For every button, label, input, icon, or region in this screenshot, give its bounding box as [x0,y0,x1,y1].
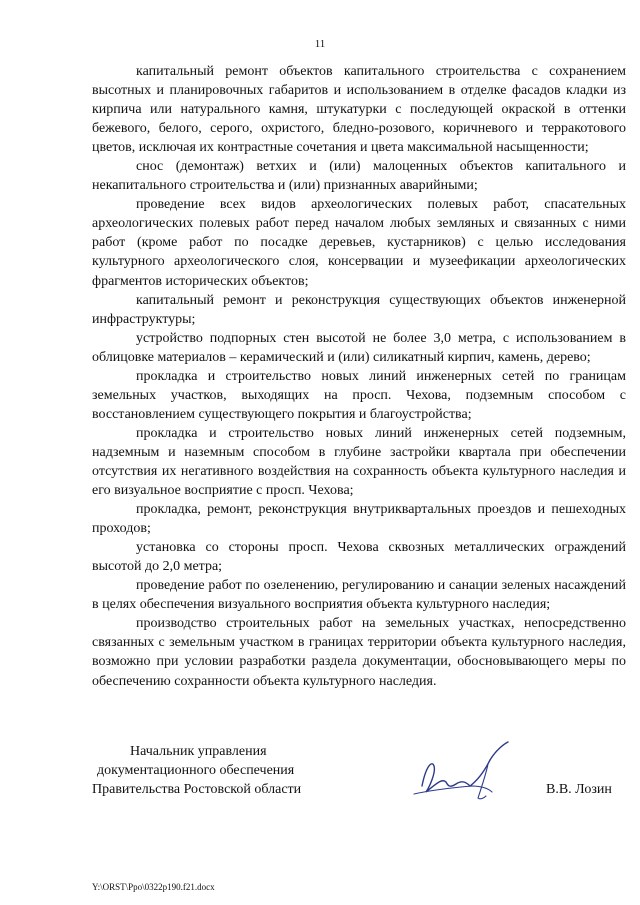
paragraph-fences: установка со стороны просп. Чехова сквозных металлических ограждений высотой до 2,0 метра; [92,540,626,575]
paragraph-archaeology: проведение всех видов археологических полевых работ, спасательных археологических полевых работ перед началом любых земляных и связанных с ними работ (кроме работ по посадке деревьев, кустарников) с целью исследования культурного археологического слоя, консервации и музеефикации археологических фрагментов исторических объектов; [92,197,626,289]
footer-file-path: Y:\ORST\Ppo\0322p190.f21.docx [92,882,215,892]
paragraph-construction-works: производство строительных работ на земельных участках, непосредственно связанных с земельным участком в границах территории объекта культурного наследия, возможно при условии разработки раздела документации, обосновывающего меры по обеспечению сохранности объекта культурного наследия. [92,616,626,689]
paragraph-infrastructure: капитальный ремонт и реконструкция существующих объектов инженерной инфраструктуры; [92,292,626,327]
paragraph-networks-inner: прокладка и строительство новых линий инженерных сетей подземным, надземным и наземным способом в глубине застройки квартала при обеспечении отсутствия их негативного воздействия на сохранность объекта культурного наследия и его визуальное восприятие с просп. Чехова; [92,425,626,499]
page-number: 11 [314,38,326,50]
signatory-line-3: Правительства Ростовской области [92,782,302,797]
paragraph-networks-boundaries: прокладка и строительство новых линий инженерных сетей по границам земельных участков, выходящих на просп. Чехова, подземным способом с восстановлением существующего покрытия и благоустройства; [92,368,626,422]
handwritten-signature [408,736,520,810]
paragraph-landscaping: проведение работ по озеленению, регулированию и санации зеленых насаждений в целях обеспечения визуального восприятия объекта культурного наследия; [92,578,626,613]
signatory-line-2: документационного обеспечения [97,763,295,778]
paragraph-demolition: снос (демонтаж) ветхих и (или) малоценных объектов капитального и некапитального строительства и (или) признанных аварийными; [92,159,626,194]
paragraph-driveways: прокладка, ремонт, реконструкция внутриквартальных проездов и пешеходных проходов; [92,502,626,537]
paragraph-capital-repair: капитальный ремонт объектов капитального строительства с сохранением высотных и планировочных габаритов и использованием в отделке фасадов кладки из кирпича или натурального камня, штукатурки с последующей окраской в оттенки бежевого, белого, серого, охристого, бледно-розового, коричневого и терракотового цветов, исключая их контрастные сочетания и цвета максимальной насыщенности; [92,64,626,156]
document-body [92,62,626,691]
signatory-line-1: Начальник управления [130,744,267,759]
signatory-position [92,742,352,799]
signatory-name: В.В. Лозин [546,782,612,797]
paragraph-retaining-walls: устройство подпорных стен высотой не более 3,0 метра, с использованием в облицовке материалов – керамический и (или) силикатный кирпич, камень, дерево; [92,330,626,365]
